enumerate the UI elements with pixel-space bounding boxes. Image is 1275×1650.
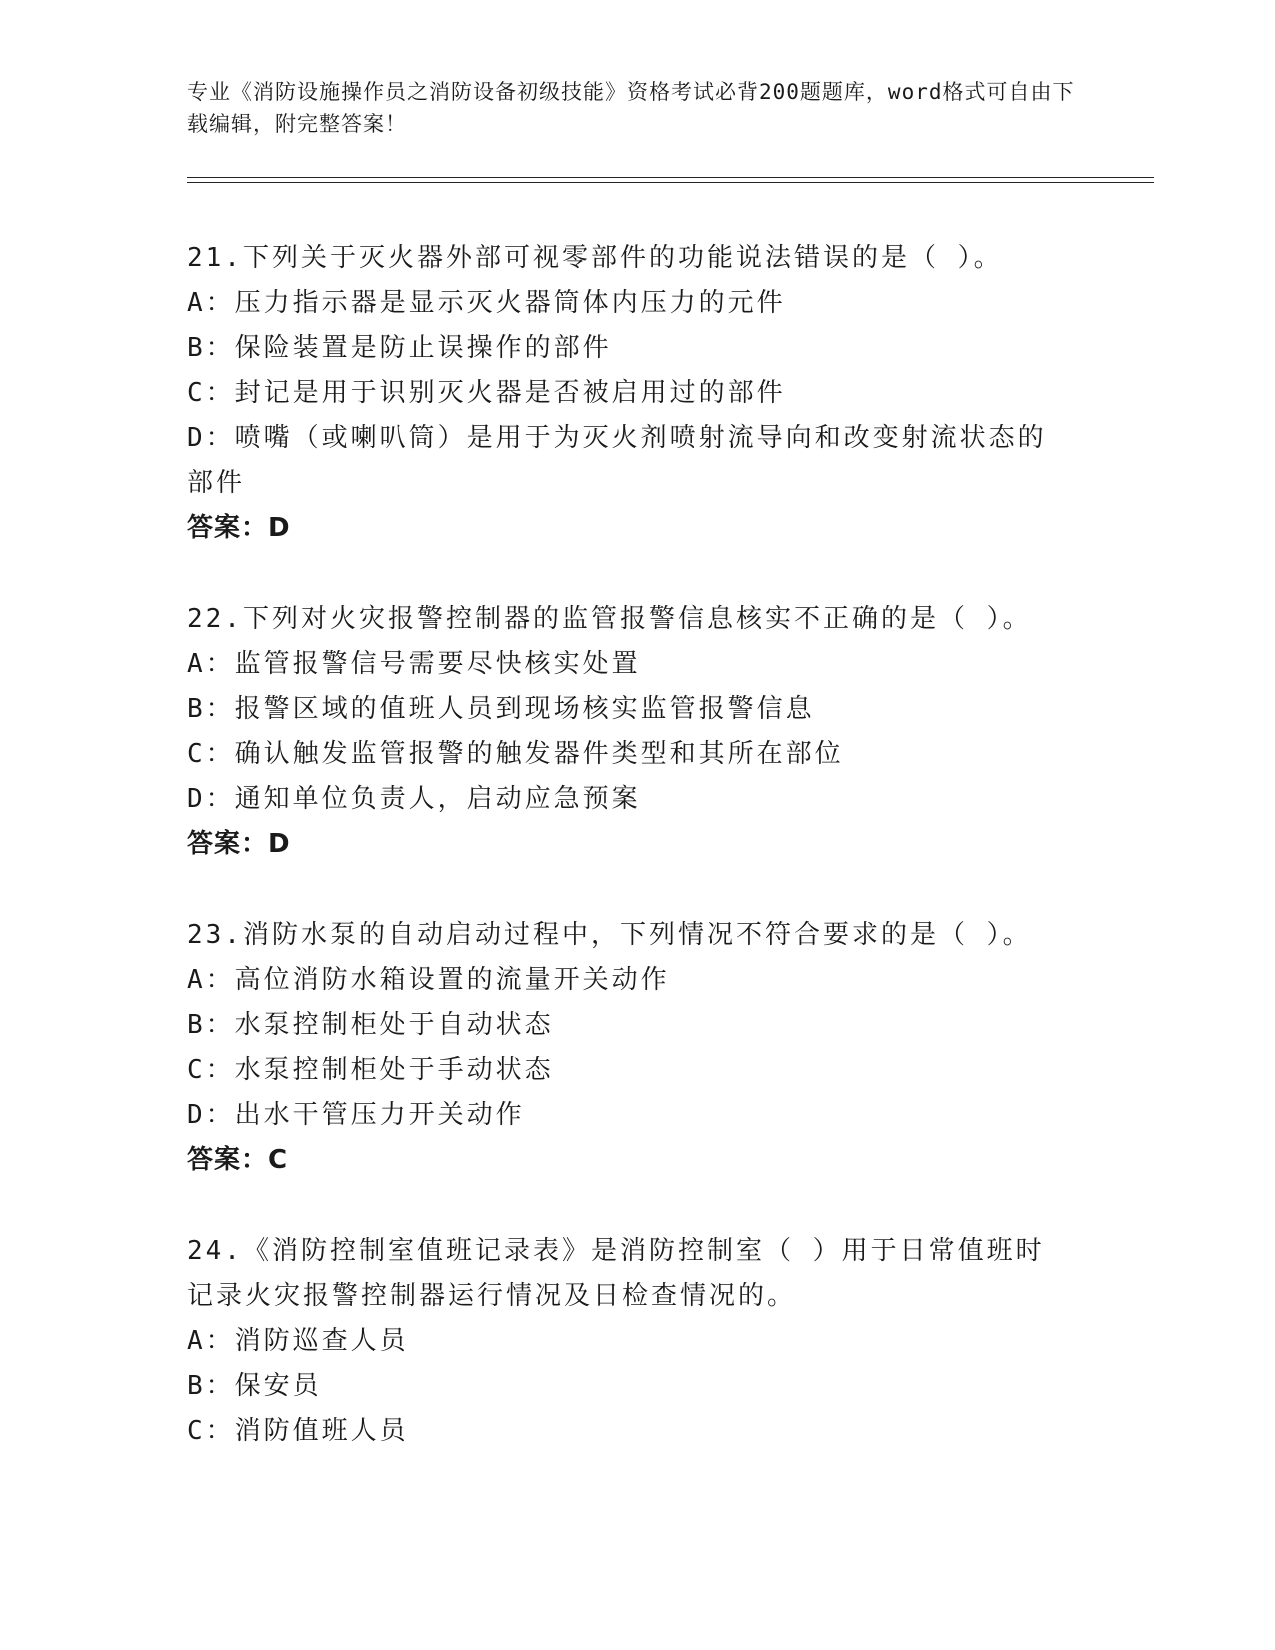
header-divider [187, 177, 1154, 178]
answer: 答案：D [187, 513, 291, 543]
option-a: A：压力指示器是显示灭火器筒体内压力的元件 [187, 288, 786, 318]
option-a: A：监管报警信号需要尽快核实处置 [187, 649, 641, 679]
option-c: C：封记是用于识别灭火器是否被启用过的部件 [187, 378, 786, 408]
option-d: D：出水干管压力开关动作 [187, 1100, 525, 1130]
question-21 [187, 236, 1067, 551]
question-list [187, 236, 1067, 1500]
answer: 答案：C [187, 1145, 289, 1175]
option-b: B：报警区域的值班人员到现场核实监管报警信息 [187, 694, 815, 724]
option-a: A：消防巡查人员 [187, 1326, 409, 1356]
option-a: A：高位消防水箱设置的流量开关动作 [187, 965, 670, 995]
option-d: D：喷嘴（或喇叭筒）是用于为灭火剂喷射流导向和改变射流状态的部件 [187, 423, 1047, 498]
question-stem: 21.下列关于灭火器外部可视零部件的功能说法错误的是（ ）。 [187, 243, 1003, 273]
option-d: D：通知单位负责人，启动应急预案 [187, 784, 641, 814]
option-b: B：保安员 [187, 1371, 322, 1401]
question-24 [187, 1229, 1067, 1454]
option-b: B：水泵控制柜处于自动状态 [187, 1010, 554, 1040]
document-header: 专业《消防设施操作员之消防设备初级技能》资格考试必背200题题库，word格式可自由下载编辑，附完整答案！ [187, 80, 1075, 136]
answer: 答案：D [187, 829, 291, 859]
question-stem: 24.《消防控制室值班记录表》是消防控制室（ ）用于日常值班时记录火灾报警控制器运行情况及日检查情况的。 [187, 1236, 1045, 1311]
question-23 [187, 913, 1067, 1183]
option-b: B：保险装置是防止误操作的部件 [187, 333, 612, 363]
option-c: C：消防值班人员 [187, 1416, 409, 1446]
question-stem: 23.消防水泵的自动启动过程中，下列情况不符合要求的是（ ）。 [187, 920, 1032, 950]
option-c: C：水泵控制柜处于手动状态 [187, 1055, 554, 1085]
option-c: C：确认触发监管报警的触发器件类型和其所在部位 [187, 739, 844, 769]
header-divider [187, 182, 1154, 183]
question-stem: 22.下列对火灾报警控制器的监管报警信息核实不正确的是（ ）。 [187, 604, 1032, 634]
question-22 [187, 597, 1067, 867]
